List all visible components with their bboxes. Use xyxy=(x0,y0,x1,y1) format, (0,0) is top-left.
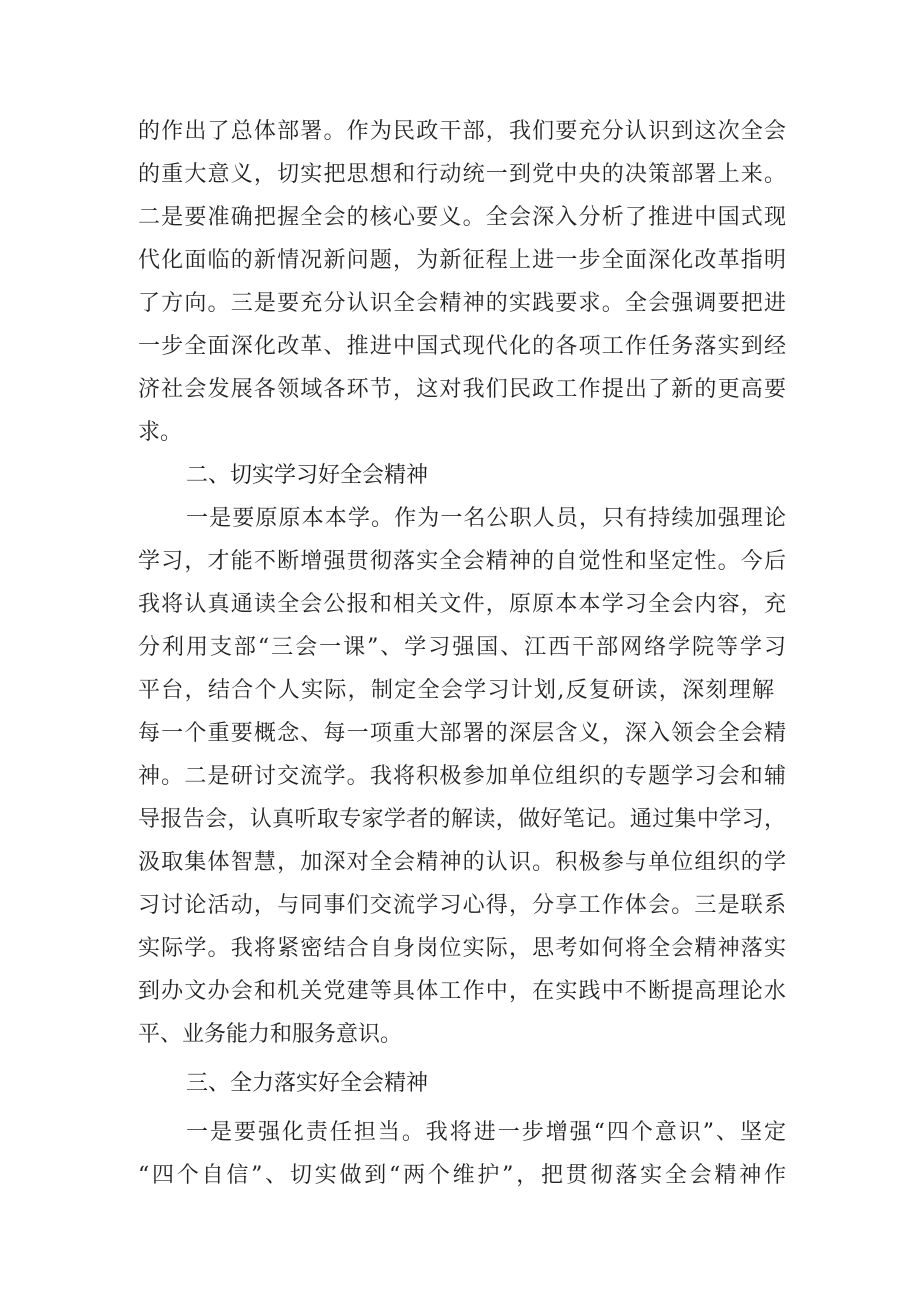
paragraph-line: 习讨论活动，与同事们交流学习心得，分享工作体会。三是联系 xyxy=(138,893,786,918)
section-heading-2: 二、切实学习好全会精神 xyxy=(186,463,429,488)
paragraph-line: 求。 xyxy=(138,420,183,445)
paragraph-line: 实际学。我将紧密结合自身岗位实际，思考如何将全会精神落实 xyxy=(138,936,786,961)
paragraph-line: 每一个重要概念、每一项重大部署的深层含义，深入领会全会精 xyxy=(138,721,786,746)
paragraph-line: 一是要原原本本学。作为一名公职人员，只有持续加强理论 xyxy=(186,506,786,531)
paragraph-line: 的重大意义，切实把思想和行动统一到党中央的决策部署上来。 xyxy=(138,162,786,187)
paragraph-line: 平、业务能力和服务意识。 xyxy=(138,1022,403,1047)
paragraph-line: 导报告会，认真听取专家学者的解读，做好笔记。通过集中学习， xyxy=(138,807,786,832)
paragraph-line: 了方向。三是要充分认识全会精神的实践要求。全会强调要把进 xyxy=(138,291,786,316)
section-heading-3: 三、全力落实好全会精神 xyxy=(186,1071,429,1096)
paragraph-line: 汲取集体智慧，加深对全会精神的认识。积极参与单位组织的学 xyxy=(138,850,786,875)
paragraph-line: 平台，结合个人实际，制定全会学习计划,反复研读，深刻理解 xyxy=(138,678,774,703)
paragraph-line: “四个自信”、切实做到“两个维护”，把贯彻落实全会精神作 xyxy=(138,1163,786,1188)
paragraph-line: 的作出了总体部署。作为民政干部，我们要充分认识到这次全会 xyxy=(138,119,786,144)
paragraph-line: 分利用支部“三会一课”、学习强国、江西干部网络学院等学习 xyxy=(138,635,786,660)
paragraph-line: 神。二是研讨交流学。我将积极参加单位组织的专题学习会和辅 xyxy=(138,764,786,789)
paragraph-line: 到办文办会和机关党建等具体工作中，在实践中不断提高理论水 xyxy=(138,979,786,1004)
paragraph-line: 学习，才能不断增强贯彻落实全会精神的自觉性和坚定性。今后 xyxy=(138,549,786,574)
paragraph-line: 一是要强化责任担当。我将进一步增强“四个意识”、坚定 xyxy=(186,1120,786,1145)
paragraph-line: 一步全面深化改革、推进中国式现代化的各项工作任务落实到经 xyxy=(138,334,786,359)
paragraph-line: 二是要准确把握全会的核心要义。全会深入分析了推进中国式现 xyxy=(138,205,786,230)
paragraph-line: 济社会发展各领域各环节，这对我们民政工作提出了新的更高要 xyxy=(138,377,786,402)
paragraph-line: 代化面临的新情况新问题，为新征程上进一步全面深化改革指明 xyxy=(138,248,786,273)
paragraph-line: 我将认真通读全会公报和相关文件，原原本本学习全会内容，充 xyxy=(138,592,786,617)
